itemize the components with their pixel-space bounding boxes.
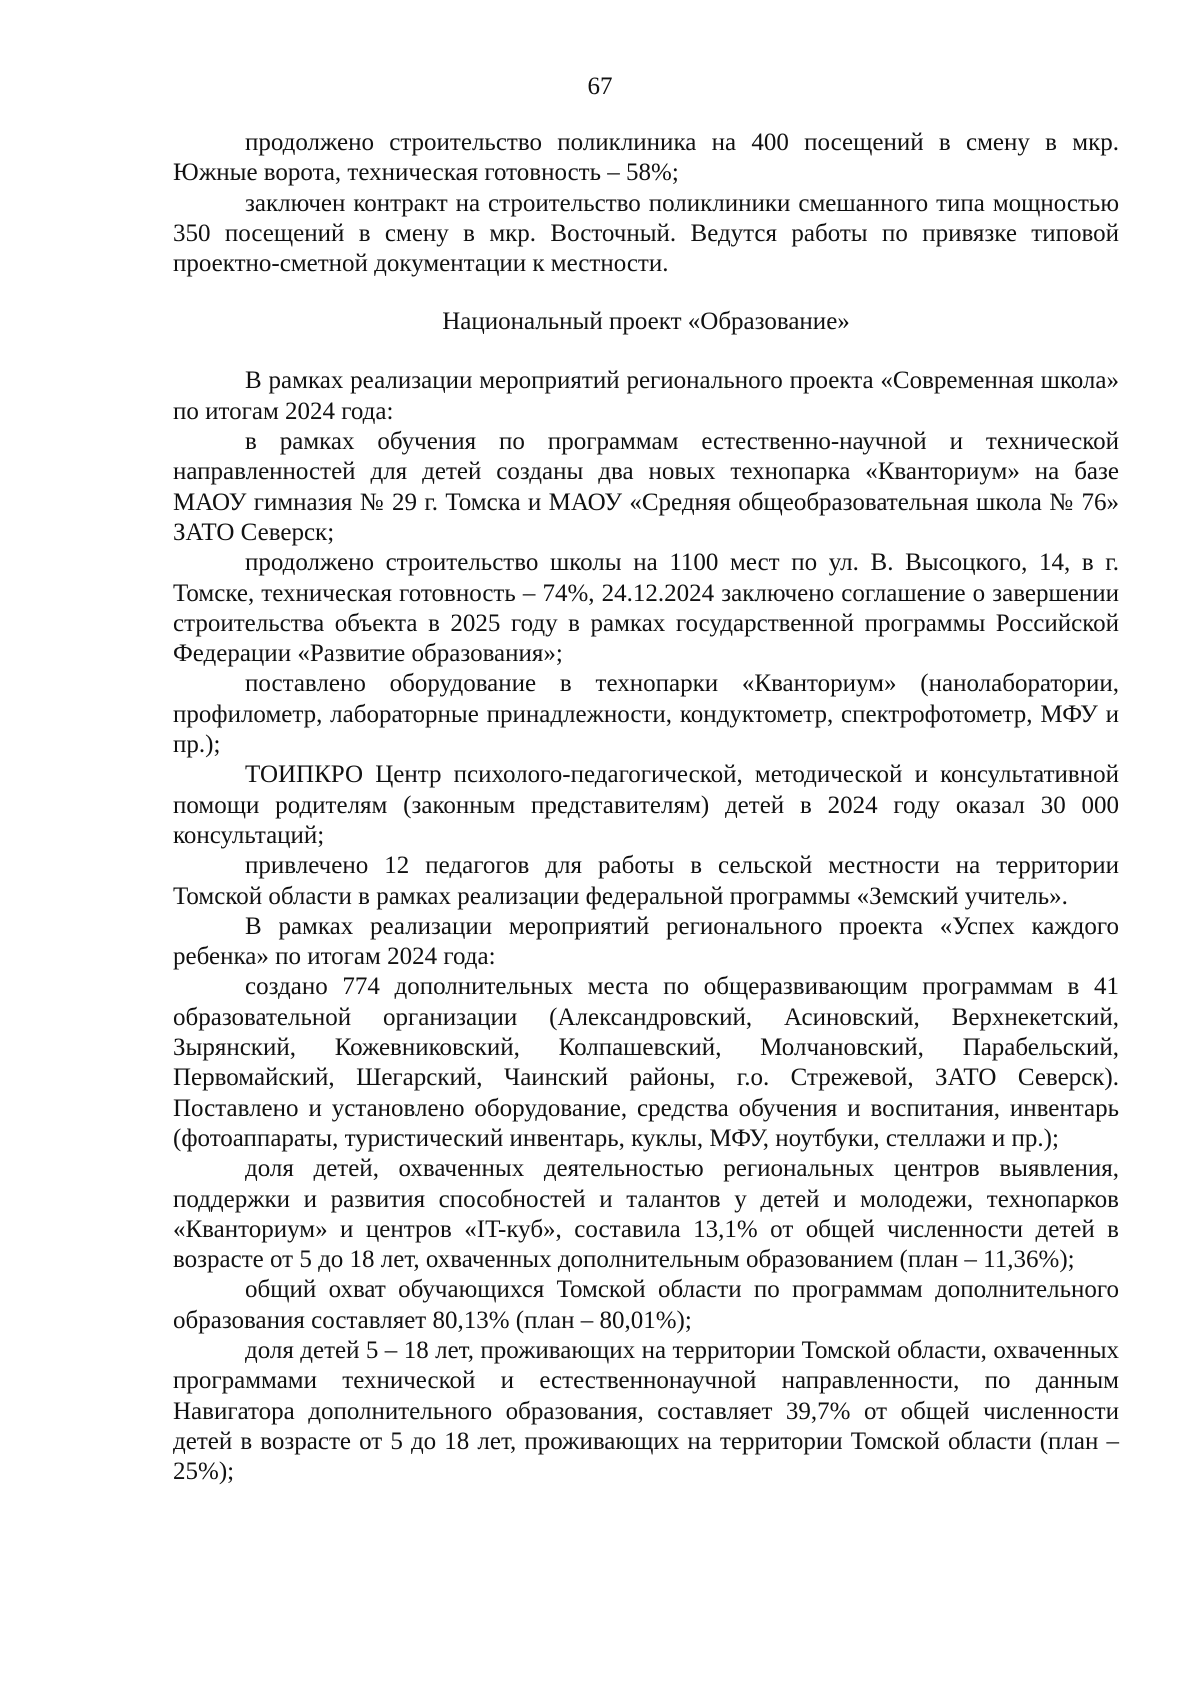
page-number: 67 bbox=[587, 73, 613, 100]
paragraph-total-coverage: общий охват обучающихся Томской области по программам дополнительного образования составляет 80,13% (план – 80,01%); bbox=[173, 1276, 1119, 1334]
paragraph-success-of-every-child-intro: В рамках реализации мероприятий регионального проекта «Успех каждого ребенка» по итогам 2024 года: bbox=[173, 912, 1119, 971]
paragraph-additional-places: создано 774 дополнительных места по общеразвивающим программам в 41 образовательной организации (Александровский, Асиновский, Верхнекетский, Зырянский, Кожевниковский, Колпашевский, Молчановский, Парабельский, Первомайский, Шегарский, Чаинский районы, г.о. Стрежевой, ЗАТО Северск). Поставлено и установлено оборудование, средства обучения и воспитания, инвентарь (фотоаппараты, туристический инвентарь, куклы, МФУ, ноутбуки, стеллажи и пр.); bbox=[173, 973, 1119, 1152]
document-body bbox=[173, 128, 1119, 1487]
paragraph-school-construction: продолжено строительство школы на 1100 мест по ул. В. Высоцкого, 14, в г. Томске, техническая готовность – 74%, 24.12.2024 заключено соглашение о завершении строительства объекта в 2025 году в рамках государственной программы Российской Федерации «Развитие образования»; bbox=[173, 549, 1119, 668]
section-heading: Национальный проект «Образование» bbox=[442, 308, 850, 336]
paragraph-polyclinic-vostochny: заключен контракт на строительство поликлиники смешанного типа мощностью 350 посещений в смену в мкр. Восточный. Ведутся работы по привязке типовой проектно-сметной документации к местности. bbox=[173, 189, 1119, 278]
paragraph-polyclinic-yuzhnye-vorota: продолжено строительство поликлиника на 400 посещений в смену в мкр. Южные ворота, техническая готовность – 58%; bbox=[173, 129, 1119, 187]
paragraph-equipment-supplied: поставлено оборудование в технопарки «Кванториум» (нанолаборатории, профилометр, лабораторные принадлежности, кондуктометр, спектрофотометр, МФУ и пр.); bbox=[173, 670, 1119, 759]
paragraph-modern-school-intro: В рамках реализации мероприятий регионального проекта «Современная школа» по итогам 2024 года: bbox=[173, 367, 1119, 425]
paragraph-kvantorium-created: в рамках обучения по программам естественно-научной и технической направленностей для детей созданы два новых технопарка «Кванториум» на базе МАОУ гимназия № 29 г. Томска и МАОУ «Средняя общеобразовательная школа № 76» ЗАТО Северск; bbox=[173, 428, 1119, 546]
paragraph-technical-science-share: доля детей 5 – 18 лет, проживающих на территории Томской области, охваченных программами технической и естественнонаучной направленности, по данным Навигатора дополнительного образования, составляет 39,7% от общей численности детей в возрасте от 5 до 18 лет, проживающих на территории Томской области (план – 25%); bbox=[173, 1336, 1119, 1486]
paragraph-zemsky-teacher: привлечено 12 педагогов для работы в сельской местности на территории Томской области в рамках реализации федеральной программы «Земский учитель». bbox=[173, 852, 1119, 910]
paragraph-toipkro-consultations: ТОИПКРО Центр психолого-педагогической, методической и консультативной помощи родителям (законным представителям) детей в 2024 году оказал 30 000 консультаций; bbox=[173, 761, 1119, 849]
paragraph-share-children-centers: доля детей, охваченных деятельностью региональных центров выявления, поддержки и развития способностей и талантов у детей и молодежи, технопарков «Кванториум» и центров «IT-куб», составила 13,1% от общей численности детей в возрасте от 5 до 18 лет, охваченных дополнительным образованием (план – 11,36%); bbox=[173, 1155, 1119, 1274]
